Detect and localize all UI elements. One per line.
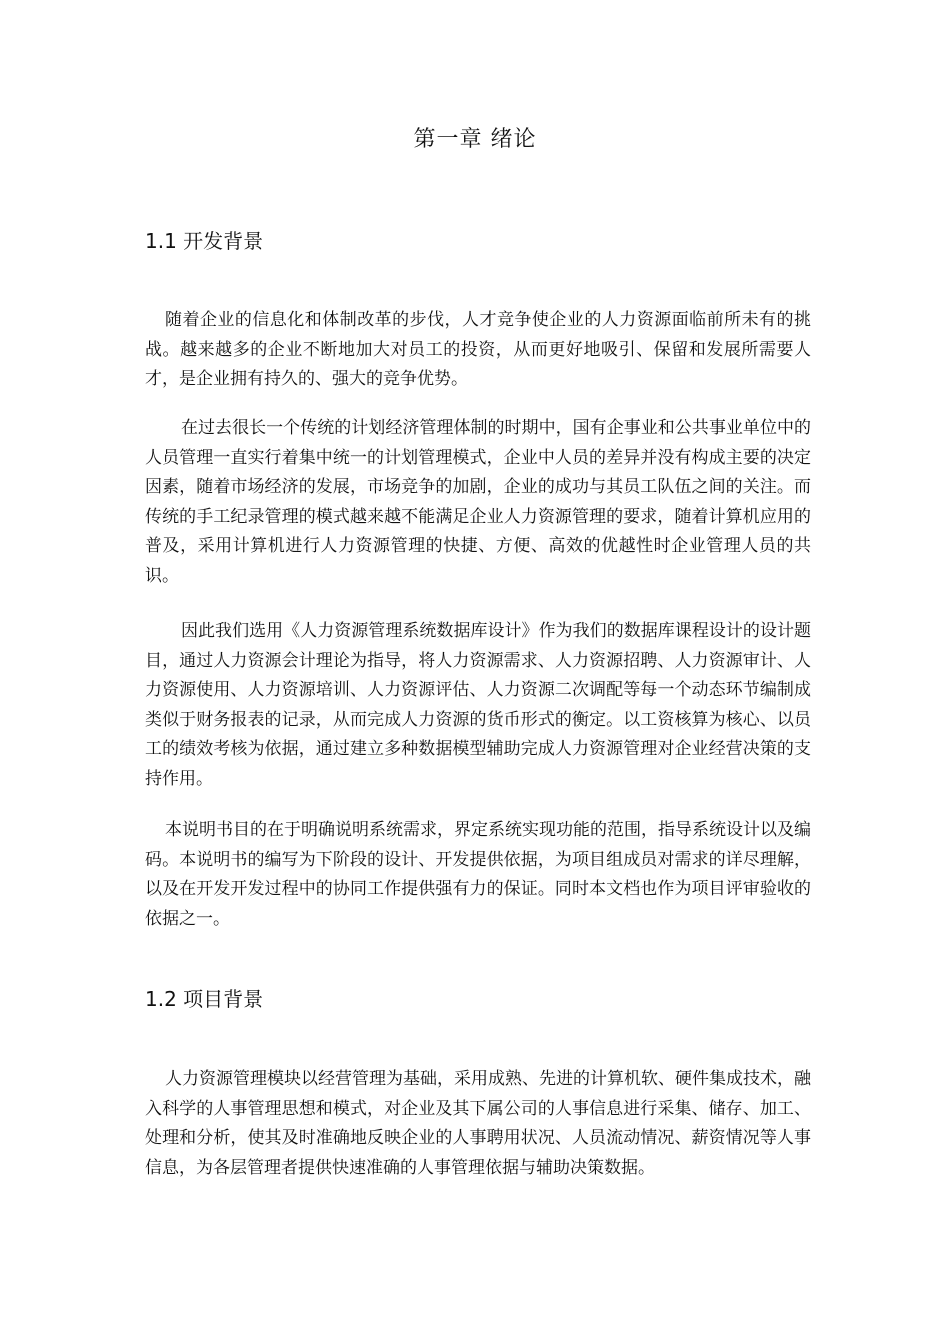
- paragraph: 在过去很长一个传统的计划经济管理体制的时期中，国有企事业和公共事业单位中的人员管理一直实行着集中统一的计划管理模式，企业中人员的差异并没有构成主要的决定因素，随着市场经济的发展，市场竞争的加剧，企业的成功与其员工队伍之间的关注。而传统的手工纪录管理的模式越来越不能满足企业人力资源管理的要求，随着计算机应用的普及，采用计算机进行人力资源管理的快捷、方便、高效的优越性时企业管理人员的共识。: [145, 418, 811, 586]
- paragraph: 本说明书目的在于明确说明系统需求，界定系统实现功能的范围，指导系统设计以及编码。本说明书的编写为下阶段的设计、开发提供依据，为项目组成员对需求的详尽理解，以及在开发开发过程中的协同工作提供强有力的保证。同时本文档也作为项目评审验收的依据之一。: [145, 820, 811, 929]
- paragraph: 随着企业的信息化和体制改革的步伐，人才竞争使企业的人力资源面临前所未有的挑战。越来越多的企业不断地加大对员工的投资，从而更好地吸引、保留和发展所需要人才，是企业拥有持久的、强大的竞争优势。: [145, 310, 811, 389]
- section-heading-project: 1.2 项目背景: [145, 987, 264, 1011]
- chapter-title: 第一章 绪论: [413, 127, 537, 152]
- section-heading-background: 1.1 开发背景: [145, 229, 264, 253]
- paragraph: 因此我们选用《人力资源管理系统数据库设计》作为我们的数据库课程设计的设计题目，通过人力资源会计理论为指导，将人力资源需求、人力资源招聘、人力资源审计、人力资源使用、人力资源培训、人力资源评估、人力资源二次调配等每一个动态环节编制成类似于财务报表的记录，从而完成人力资源的货币形式的衡定。以工资核算为核心、以员工的绩效考核为依据，通过建立多种数据模型辅助完成人力资源管理对企业经营决策的支持作用。: [145, 621, 811, 789]
- paragraph: 人力资源管理模块以经营管理为基础，采用成熟、先进的计算机软、硬件集成技术，融入科学的人事管理思想和模式，对企业及其下属公司的人事信息进行采集、储存、加工、处理和分析，使其及时准确地反映企业的人事聘用状况、人员流动情况、薪资情况等人事信息，为各层管理者提供快速准确的人事管理依据与辅助决策数据。: [145, 1069, 811, 1178]
